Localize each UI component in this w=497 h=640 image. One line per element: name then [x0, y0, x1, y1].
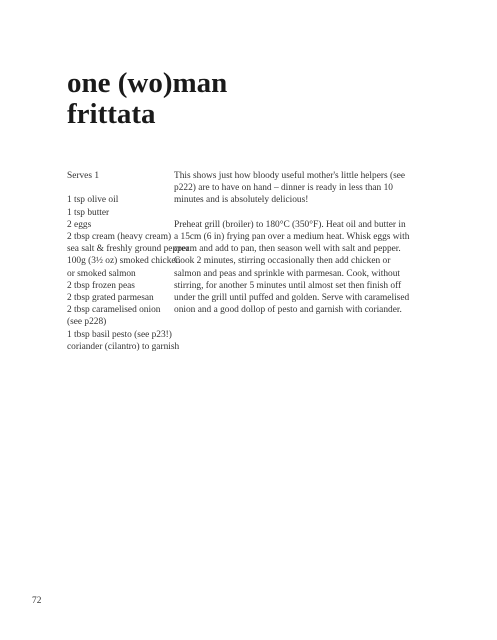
- method-line: cream and add to pan, then season well with salt and pepper.: [174, 244, 401, 255]
- ingredient-item: 2 tbsp frozen peas: [67, 280, 135, 291]
- ingredient-item: 1 tsp olive oil: [67, 195, 119, 206]
- recipe-title: [67, 68, 227, 130]
- ingredient-item: 2 tbsp cream (heavy cream): [67, 232, 172, 242]
- ingredient-item: 2 tbsp caramelised onion: [67, 305, 161, 316]
- method-line: Cook 2 minutes, stirring occasionally then add chicken or: [174, 256, 391, 267]
- page-number: 72: [32, 596, 42, 606]
- spacer: [174, 207, 426, 219]
- method-line: a 15cm (6 in) frying pan over a medium heat. Whisk eggs with: [174, 232, 410, 242]
- method-line: Preheat grill (broiler) to 180°C (350°F). Heat oil and butter in: [174, 219, 406, 230]
- intro-paragraph: [174, 170, 426, 207]
- recipe-title-line: frittata: [67, 98, 156, 130]
- intro-line: This shows just how bloody useful mother's little helpers (see: [174, 171, 406, 181]
- ingredient-item: 100g (3½ oz) smoked chicken: [67, 256, 181, 267]
- method-paragraph: [174, 219, 426, 317]
- method-line: stirring, for another 5 minutes until almost set then finish off: [174, 280, 402, 291]
- method-column: [174, 170, 426, 316]
- method-line: salmon and peas and sprinkle with parmesan. Cook, without: [174, 268, 401, 279]
- ingredient-item: 2 tbsp grated parmesan: [67, 293, 154, 304]
- method-line: onion and a good dollop of pesto and garnish with coriander.: [174, 305, 402, 316]
- intro-line: minutes and is absolutely delicious!: [174, 195, 309, 206]
- intro-line: p222) are to have on hand – dinner is ready in less than 10: [174, 183, 393, 194]
- serves-text: Serves 1: [67, 171, 100, 181]
- ingredient-item: 2 eggs: [67, 219, 92, 230]
- ingredient-item: coriander (cilantro) to garnish: [67, 341, 180, 352]
- method-line: under the grill until puffed and golden. Serve with caramelised: [174, 293, 410, 304]
- ingredient-item: or smoked salmon: [67, 268, 136, 279]
- ingredient-item: (see p228): [67, 317, 107, 328]
- ingredient-item: 1 tbsp basil pesto (see p23!): [67, 329, 172, 340]
- ingredient-item: 1 tsp butter: [67, 207, 110, 218]
- ingredient-item: sea salt & freshly ground pepper: [67, 244, 190, 255]
- recipe-title-line: one (wo)man: [67, 67, 228, 99]
